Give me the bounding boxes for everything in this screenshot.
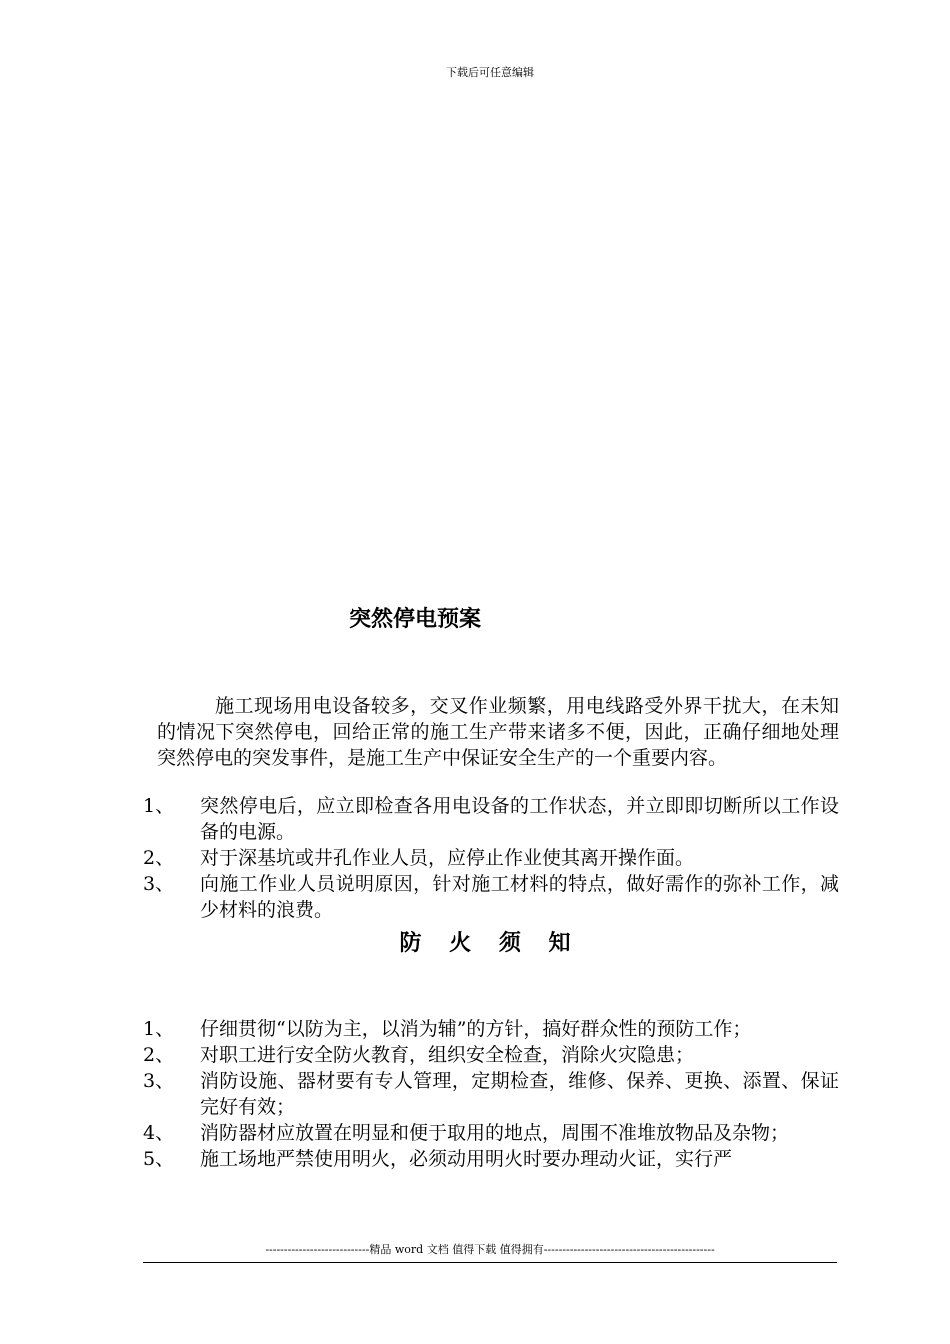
- list-item-text: 仔细贯彻“以防为主，以消为辅”的方针，搞好群众性的预防工作；: [200, 1018, 752, 1040]
- list-item-number: 4、: [143, 1122, 175, 1144]
- list-item-text: 消防器材应放置在明显和便于取用的地点，周围不准堆放物品及杂物；: [200, 1122, 790, 1144]
- list-item: [143, 845, 839, 871]
- list-item: [143, 1120, 839, 1146]
- list-item-number: 5、: [143, 1148, 175, 1170]
- page-header: 下载后可任意编辑: [446, 66, 534, 79]
- list-item-text: 对职工进行安全防火教育，组织安全检查，消除火灾隐患；: [200, 1044, 695, 1066]
- list-item-number: 1、: [143, 795, 175, 817]
- footer-divider: [143, 1262, 837, 1263]
- page-footer: ----------------------------精品 word 文档 值得下载 值得拥有----------------------------------------------: [265, 1243, 715, 1256]
- intro-paragraph: 施工现场用电设备较多，交叉作业频繁，用电线路受外界干扰大，在未知的情况下突然停电，回给正常的施工生产带来诸多不便，因此，正确仔细地处理突然停电的突发事件，是施工生产中保证安全生产的一个重要内容。: [157, 695, 839, 769]
- power-outage-list: [143, 793, 839, 923]
- list-item: [143, 1146, 839, 1172]
- list-item: [143, 1068, 839, 1120]
- list-item-number: 1、: [143, 1018, 175, 1040]
- list-item-number: 2、: [143, 1044, 175, 1066]
- list-item-number: 3、: [143, 1070, 175, 1092]
- list-item-number: 2、: [143, 847, 175, 869]
- list-item: [143, 871, 839, 923]
- list-item: [143, 1016, 839, 1042]
- section-title-power-outage: 突然停电预案: [348, 607, 481, 632]
- list-item-text: 向施工作业人员说明原因，针对施工材料的特点，做好需作的弥补工作，减少材料的浪费。: [200, 873, 839, 921]
- list-item-text: 突然停电后，应立即检查各用电设备的工作状态，并立即即切断所以工作设备的电源。: [200, 795, 839, 843]
- list-item: [143, 793, 839, 845]
- list-item: [143, 1042, 839, 1068]
- list-item-number: 3、: [143, 873, 175, 895]
- list-item-text: 消防设施、器材要有专人管理，定期检查，维修、保养、更换、添置、保证完好有效；: [200, 1070, 839, 1118]
- fire-prevention-list: [143, 1016, 839, 1172]
- list-item-text: 施工场地严禁使用明火，必须动用明火时要办理动火证，实行严: [200, 1148, 733, 1170]
- list-item-text: 对于深基坑或井孔作业人员，应停止作业使其离开操作面。: [200, 847, 695, 869]
- section-title-fire-prevention: 防 火 须 知: [399, 931, 581, 956]
